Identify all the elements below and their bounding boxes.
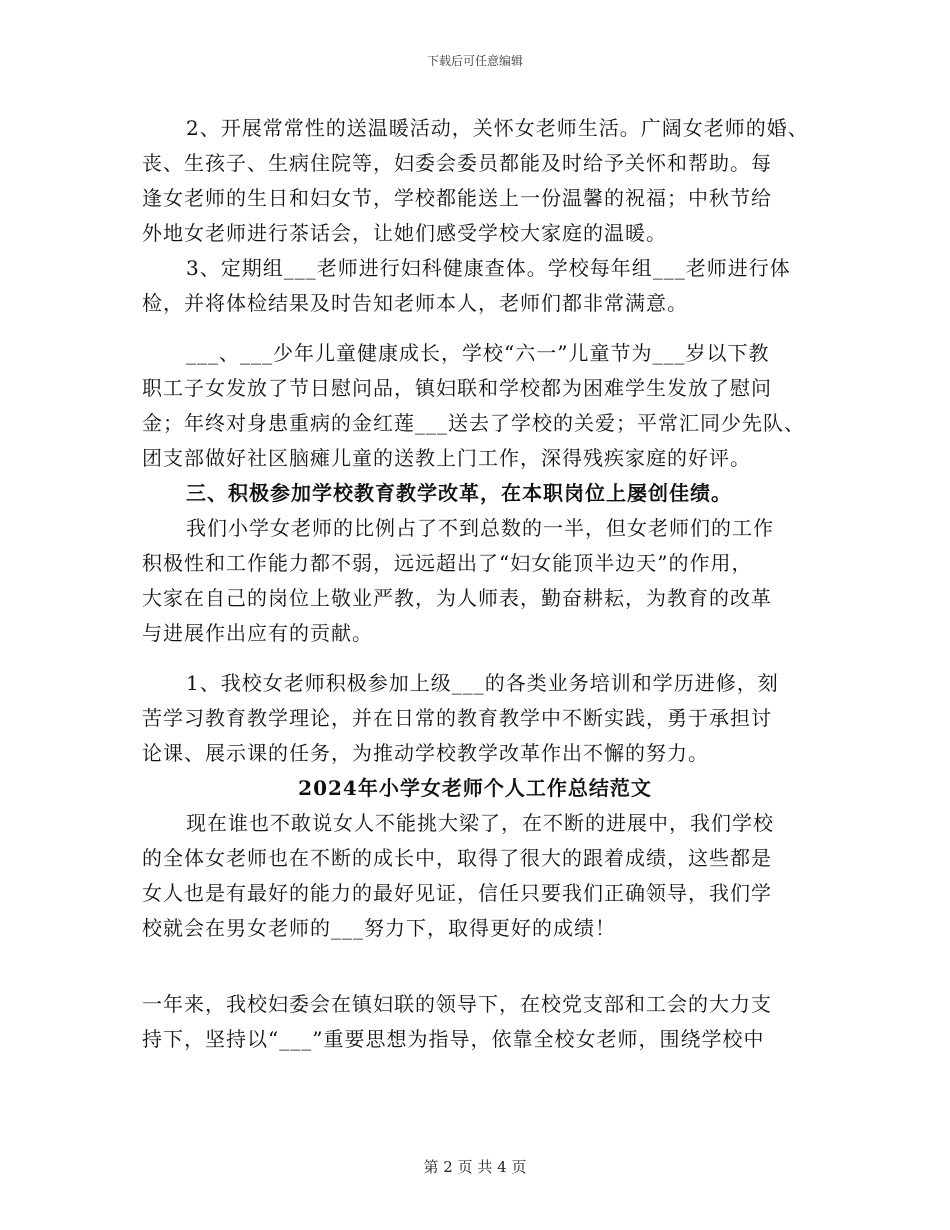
paragraph-line: 苦学习教育教学理论，并在日常的教育教学中不断实践，勇于承担讨 [142, 706, 772, 730]
paragraph-line: 职工子女发放了节日慰问品，镇妇联和学校都为困难学生发放了慰问 [142, 376, 772, 400]
section-heading: 三、积极参加学校教育教学改革，在本职岗位上屡创佳绩。 [186, 481, 732, 505]
paragraph-line: 积极性和工作能力都不弱，远远超出了“妇女能顶半边天”的作用， [142, 551, 753, 575]
paragraph-line: 女人也是有最好的能力的最好见证，信任只要我们正确领导，我们学 [142, 881, 772, 905]
paragraph-line: ___、___少年儿童健康成长，学校“六一”儿童节为___岁以下教 [186, 341, 770, 365]
paragraph-line: 逢女老师的生日和妇女节，学校都能送上一份温馨的祝福；中秋节给 [142, 186, 772, 210]
paragraph-line: 一年来，我校妇委会在镇妇联的领导下，在校党支部和工会的大力支 [142, 992, 772, 1016]
paragraph-line: 我们小学女老师的比例占了不到总数的一半，但女老师们的工作 [186, 516, 774, 540]
paragraph-line: 2、开展常常性的送温暖活动，关怀女老师生活。广阔女老师的婚、 [186, 116, 809, 140]
paragraph-line: 大家在自己的岗位上敬业严教，为人师表，勤奋耕耘，为教育的改革 [142, 586, 772, 610]
paragraph-line: 的全体女老师也在不断的成长中，取得了很大的跟着成绩，这些都是 [142, 846, 772, 870]
paragraph-line: 现在谁也不敢说女人不能挑大梁了，在不断的进展中，我们学校 [186, 811, 774, 835]
paragraph-line: 与进展作出应有的贡献。 [142, 621, 373, 645]
paragraph-line: 论课、展示课的任务，为推动学校教学改革作出不懈的努力。 [142, 741, 709, 765]
paragraph-line: 金；年终对身患重病的金红莲___送去了学校的关爱；平常汇同少先队、 [142, 411, 805, 435]
paragraph-line: 1、我校女老师积极参加上级___的各类业务培训和学历进修，刻 [186, 671, 779, 695]
paragraph-line: 检，并将体检结果及时告知老师本人，老师们都非常满意。 [142, 291, 688, 315]
paragraph-line: 校就会在男女老师的___努力下，取得更好的成绩！ [142, 916, 616, 940]
page-header: 下载后可任意编辑 [426, 54, 523, 68]
document-title: 2024年小学女老师个人工作总结范文 [298, 776, 652, 800]
paragraph-line: 外地女老师进行茶话会，让她们感受学校大家庭的温暖。 [142, 221, 667, 245]
paragraph-line: 团支部做好社区脑瘫儿童的送教上门工作，深得残疾家庭的好评。 [142, 446, 751, 470]
paragraph-line: 3、定期组___老师进行妇科健康查体。学校每年组___老师进行体 [186, 256, 791, 280]
paragraph-line: 持下，坚持以“___”重要思想为指导，依靠全校女老师，围绕学校中 [142, 1027, 765, 1051]
paragraph-line: 丧、生孩子、生病住院等，妇委会委员都能及时给予关怀和帮助。每 [142, 151, 772, 175]
page-number: 第 2 页 共 4 页 [423, 1158, 527, 1176]
